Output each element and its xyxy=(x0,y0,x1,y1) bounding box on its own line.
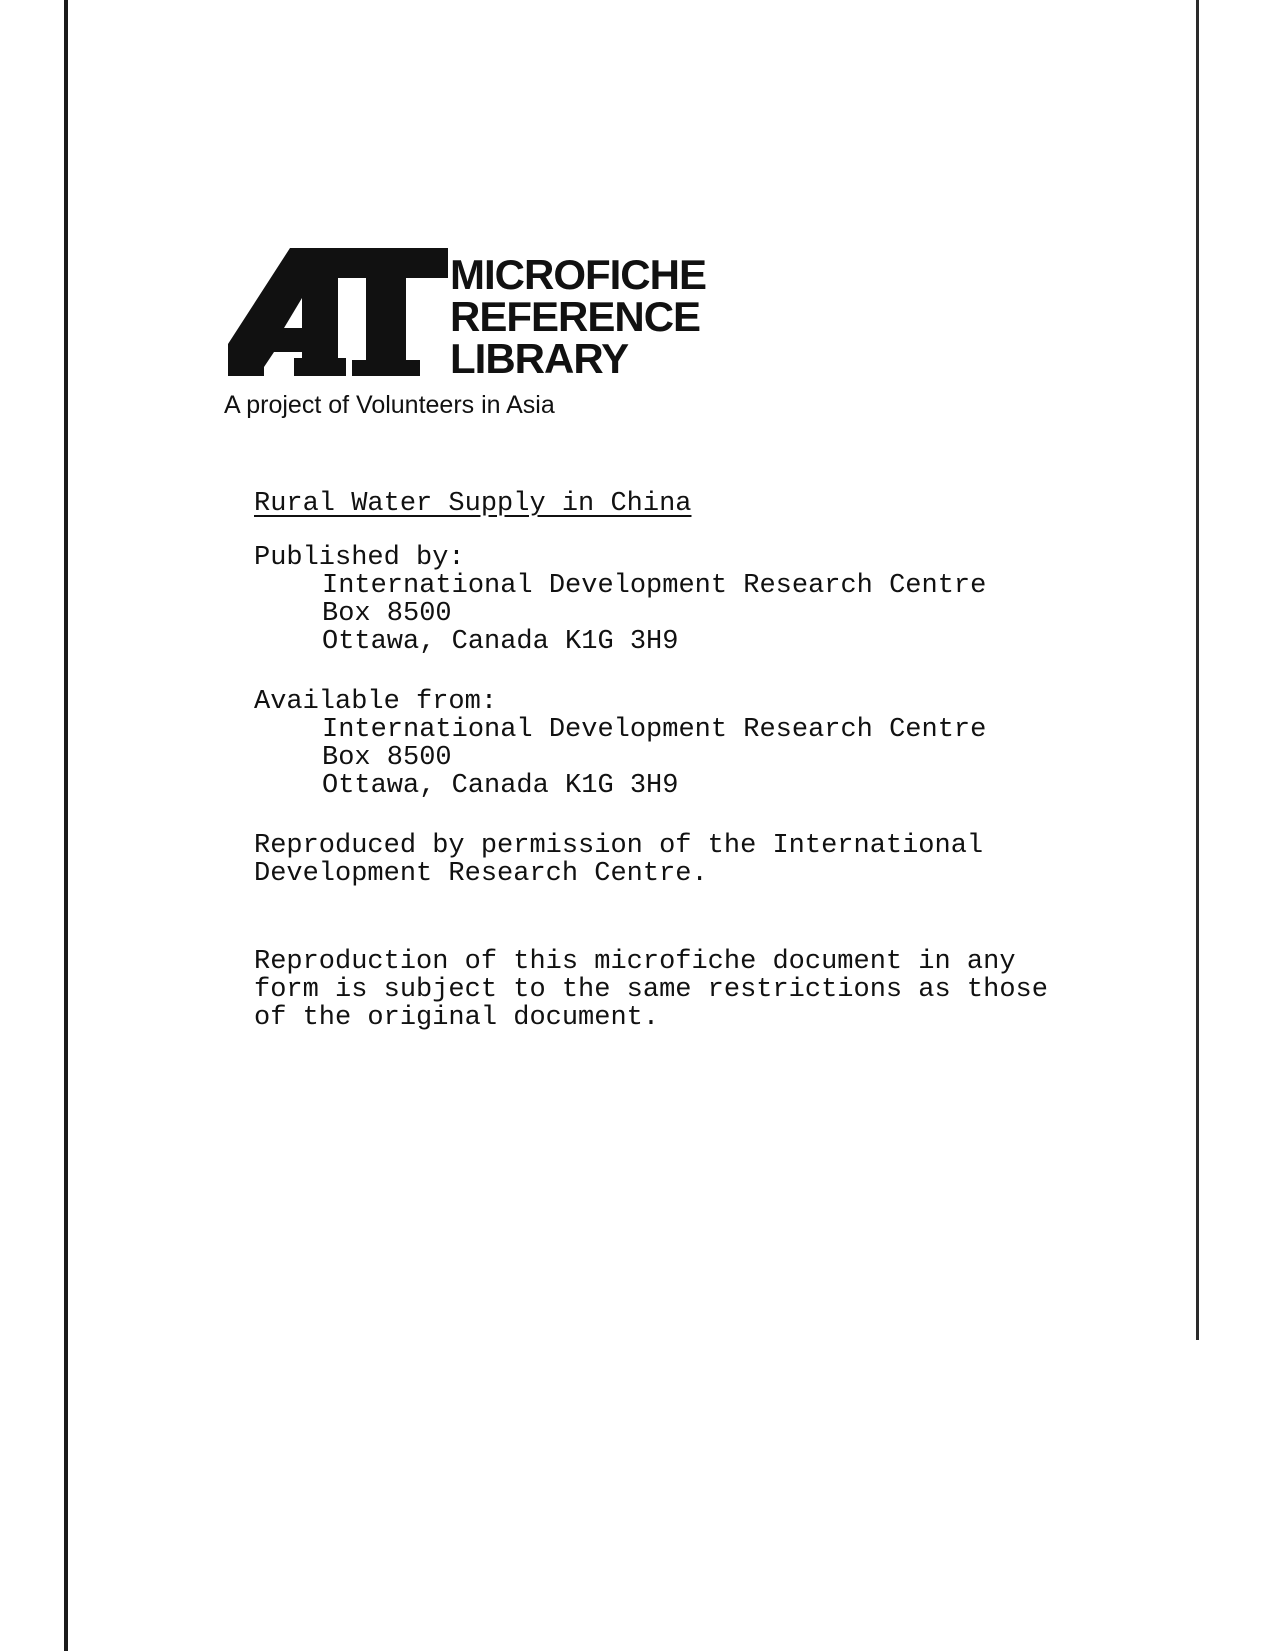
available-from-block xyxy=(254,688,986,800)
notice-line: of the original document. xyxy=(254,1003,660,1033)
logo-line-library: LIBRARY xyxy=(450,335,629,382)
permission-statement xyxy=(254,832,983,888)
logo-line-microfiche: MICROFICHE xyxy=(450,251,706,298)
document-title: Rural Water Supply in China xyxy=(254,489,692,519)
distributor-box: Box 8500 xyxy=(322,743,452,773)
publisher-name: International Development Research Centre xyxy=(322,571,987,601)
publisher-box: Box 8500 xyxy=(322,599,452,629)
at-logo-mark xyxy=(228,248,448,376)
permission-line: Reproduced by permission of the International xyxy=(254,831,984,861)
logo-line-reference: REFERENCE xyxy=(450,293,701,340)
logo-tagline: A project of Volunteers in Asia xyxy=(224,391,555,419)
distributor-city: Ottawa, Canada K1G 3H9 xyxy=(322,771,679,801)
published-by-label: Published by: xyxy=(254,543,465,573)
at-microfiche-logo xyxy=(228,248,748,388)
permission-line: Development Research Centre. xyxy=(254,859,708,889)
logo-wordmark xyxy=(450,251,706,382)
notice-line: form is subject to the same restrictions as those xyxy=(254,975,1048,1005)
scan-edge-left xyxy=(64,0,68,1651)
distributor-name: International Development Research Centre xyxy=(322,715,987,745)
publisher-city: Ottawa, Canada K1G 3H9 xyxy=(322,627,679,657)
scan-edge-right xyxy=(1196,0,1199,1340)
reproduction-notice xyxy=(254,948,1048,1032)
notice-line: Reproduction of this microfiche document in any xyxy=(254,947,1016,977)
available-from-label: Available from: xyxy=(254,687,498,717)
published-by-block xyxy=(254,544,986,656)
